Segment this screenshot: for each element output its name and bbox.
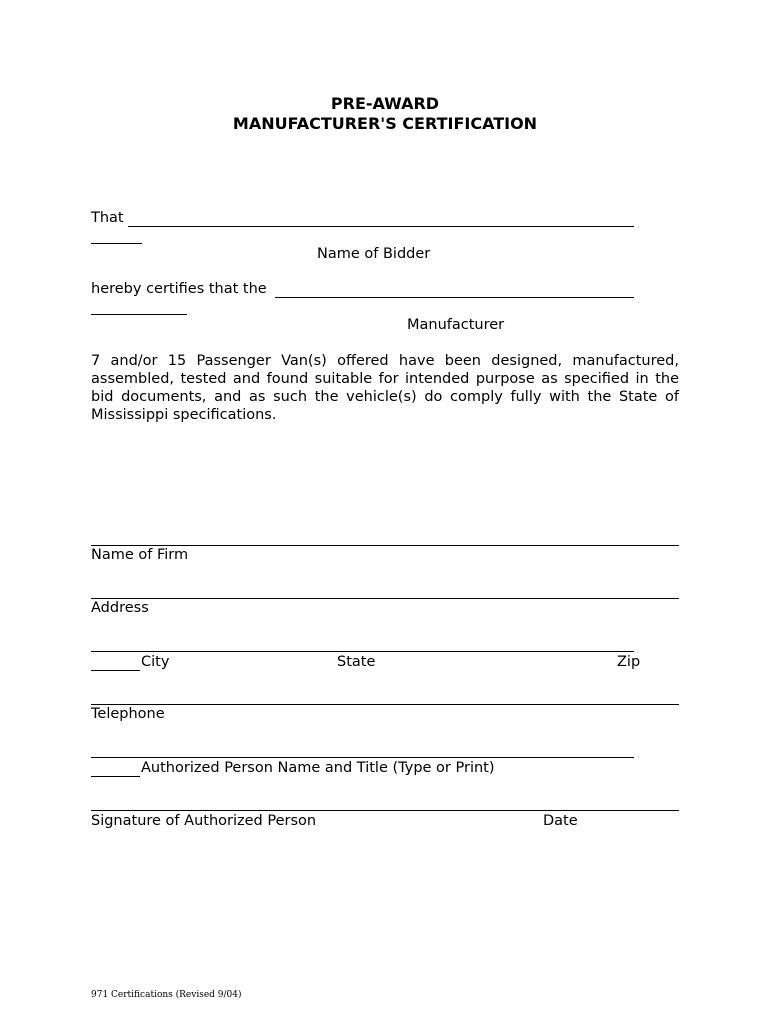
city-line-continued[interactable] [91, 670, 140, 671]
city-label: City [141, 654, 170, 670]
firm-name-line[interactable] [91, 545, 679, 546]
date-label: Date [543, 813, 578, 829]
zip-label: Zip [617, 654, 641, 670]
title-line-2: MANUFACTURER'S CERTIFICATION [232, 114, 538, 133]
authorized-person-label: Authorized Person Name and Title (Type or Print) [141, 760, 495, 776]
authorized-person-line[interactable] [91, 757, 634, 758]
signature-line[interactable] [91, 810, 679, 811]
bidder-name-line[interactable] [128, 226, 634, 227]
certification-statement: 7 and/or 15 Passenger Van(s) offered have been designed, manufactured, assembled, tested and found suitable for intended purpose as specified in the bid documents, and as such the vehicle(s) do comply fully with the State of Mississippi specifications. [91, 353, 679, 423]
state-label: State [337, 654, 376, 670]
signature-label: Signature of Authorized Person [91, 813, 317, 829]
authorized-person-line-continued[interactable] [91, 776, 140, 777]
firm-label: Name of Firm [91, 547, 189, 563]
title-line-1: PRE-AWARD [330, 94, 440, 113]
bidder-prefix: That [91, 210, 124, 226]
manufacturer-caption: Manufacturer [407, 317, 505, 333]
city-state-zip-line[interactable] [91, 651, 634, 652]
telephone-line[interactable] [91, 704, 679, 705]
manufacturer-name-line[interactable] [275, 297, 634, 298]
address-label: Address [91, 600, 149, 616]
manufacturer-prefix: hereby certifies that the [91, 281, 267, 297]
bidder-caption: Name of Bidder [317, 246, 431, 262]
telephone-label: Telephone [91, 706, 165, 722]
footer-revision: 971 Certifications (Revised 9/04) [91, 990, 242, 1000]
address-line[interactable] [91, 598, 679, 599]
manufacturer-name-line-continued[interactable] [91, 314, 187, 315]
bidder-name-line-continued[interactable] [91, 243, 142, 244]
